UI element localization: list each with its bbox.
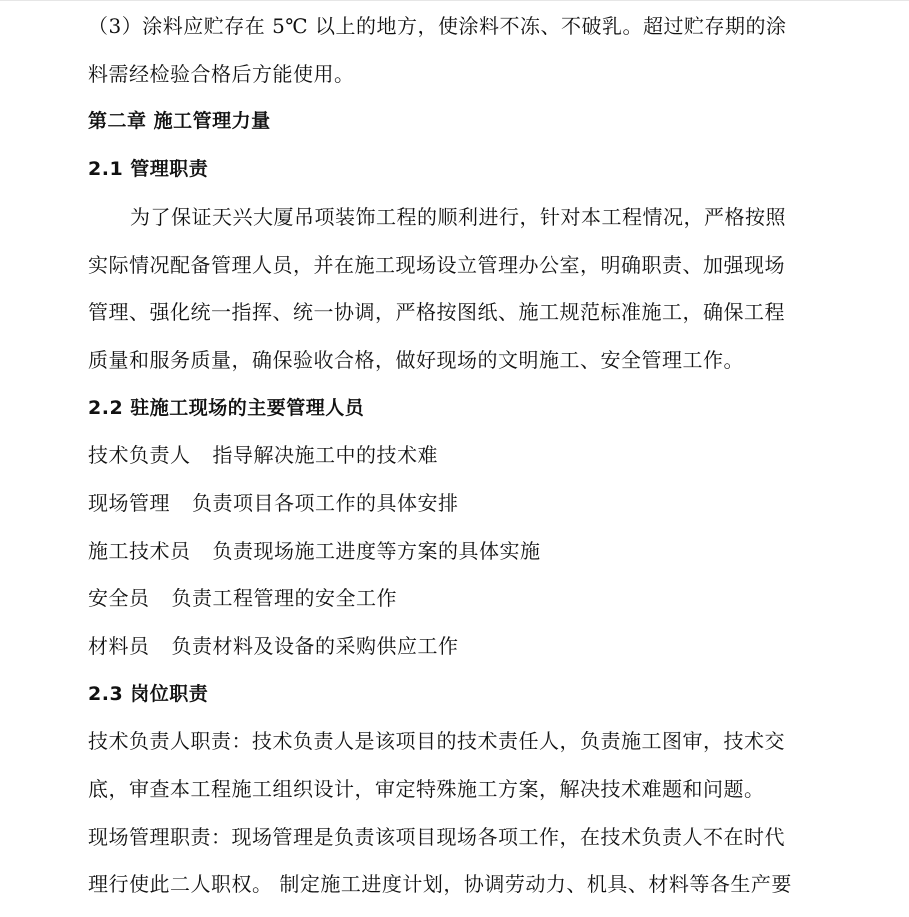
staff-role: 安全员 [88,586,150,610]
staff-role: 技术负责人 [88,443,191,467]
paragraph-line: 理行使此二人职权。 制定施工进度计划，协调劳动力、机具、材料等各生产要 [88,872,792,896]
paragraph-line: 为了保证天兴大厦吊项装饰工程的顺利进行，针对本工程情况，严格按照 [130,205,786,229]
paragraph-line: 管理、强化统一指挥、统一协调，严格按图纸、施工规范标准施工，确保工程 [88,300,785,324]
top-divider [0,0,909,1]
staff-duty: 负责现场施工进度等方案的具体实施 [212,539,541,563]
staff-duty: 负责工程管理的安全工作 [171,586,397,610]
paragraph-line: 质量和服务质量，确保验收合格，做好现场的文明施工、安全管理工作。 [88,348,744,372]
paragraph-line: 料需经检验合格后方能使用。 [88,62,355,86]
chapter-title: 第二章 施工管理力量 [88,110,271,132]
paragraph-line: 底，审查本工程施工组织设计，审定特殊施工方案，解决技术难题和问题。 [88,777,765,801]
staff-duty: 负责材料及设备的采购供应工作 [171,634,459,658]
staff-role: 现场管理 [88,491,170,515]
staff-row [88,489,459,517]
staff-duty: 指导解决施工中的技术难 [212,443,438,467]
section-title-2-2: 2.2 驻施工现场的主要管理人员 [88,397,365,419]
staff-role: 材料员 [88,634,150,658]
paragraph-line: （3）涂料应贮存在 5℃ 以上的地方，使涂料不冻、不破乳。超过贮存期的涂 [88,14,787,38]
paragraph-line: 技术负责人职责：技术负责人是该项目的技术责任人，负责施工图审，技术交 [88,729,785,753]
section-title-2-3: 2.3 岗位职责 [88,683,209,705]
section-title-2-1: 2.1 管理职责 [88,158,209,180]
staff-role: 施工技术员 [88,539,191,563]
paragraph-line: 现场管理职责：现场管理是负责该项目现场各项工作，在技术负责人不在时代 [88,825,785,849]
staff-duty: 负责项目各项工作的具体安排 [192,491,459,515]
staff-row [88,632,459,660]
paragraph-line: 实际情况配备管理人员，并在施工现场设立管理办公室，明确职责、加强现场 [88,253,785,277]
staff-row [88,441,438,469]
staff-row [88,584,397,612]
staff-row [88,537,541,565]
